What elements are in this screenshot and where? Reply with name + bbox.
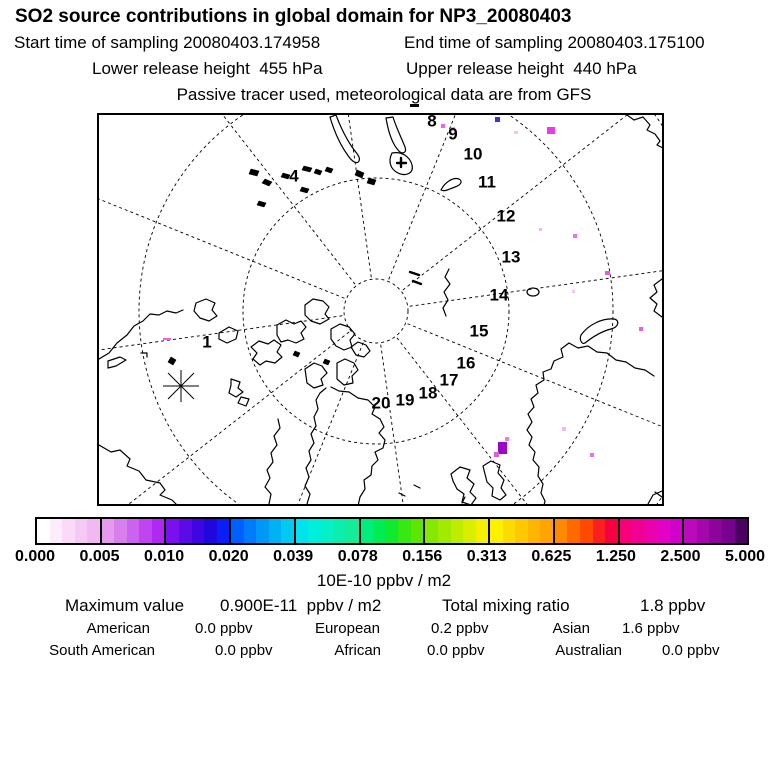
region-label-19: 19 (395, 390, 415, 410)
region-label-13: 13 (501, 247, 521, 267)
colorbar-segment (296, 519, 361, 543)
colorbar-segment (490, 519, 555, 543)
end-time-text: End time of sampling 20080403.175100 (404, 33, 705, 52)
mixing-ratio-label: Total mixing ratio (442, 596, 570, 615)
colorbar-segment (620, 519, 685, 543)
region-label-layer (99, 115, 662, 504)
region-south-american-label: South American (49, 642, 155, 659)
colorbar (35, 517, 749, 545)
region-label-15: 15 (469, 321, 489, 341)
colorbar-tick: 0.010 (144, 548, 185, 565)
colorbar-tick: 0.078 (337, 548, 378, 565)
colorbar-segment (425, 519, 490, 543)
region-african-value: 0.0 ppbv (427, 642, 485, 659)
colorbar-segment (684, 519, 747, 543)
region-label-10: 10 (463, 144, 483, 164)
colorbar-tick: 1.250 (595, 548, 636, 565)
region-label-1: 1 (202, 332, 212, 352)
lower-release-text: Lower release height 455 hPa (92, 59, 323, 78)
max-value-number: 0.900E-11 ppbv / m2 (220, 596, 382, 615)
region-american-value: 0.0 ppbv (195, 620, 253, 637)
region-label-8: 8 (427, 113, 437, 131)
colorbar-segment (231, 519, 296, 543)
polar-map (97, 113, 664, 506)
region-european-label: European (314, 620, 380, 637)
colorbar-tick: 0.039 (273, 548, 314, 565)
region-label-16: 16 (456, 353, 476, 373)
colorbar-tick: 0.156 (402, 548, 443, 565)
colorbar-tick: 0.005 (79, 548, 120, 565)
start-time-text: Start time of sampling 20080403.174958 (14, 33, 321, 52)
region-african-label: African (334, 642, 381, 659)
colorbar-tick: 2.500 (660, 548, 701, 565)
region-label-11: 11 (478, 172, 496, 192)
colorbar-tick: 0.313 (466, 548, 507, 565)
region-label-20: 20 (371, 393, 391, 413)
colorbar-tick: 5.000 (724, 548, 766, 565)
mixing-ratio-value: 1.8 ppbv (640, 596, 706, 615)
region-label-4: 4 (289, 166, 299, 186)
colorbar-tick: 0.020 (208, 548, 249, 565)
region-south-american-value: 0.0 ppbv (215, 642, 273, 659)
region-label-14: 14 (489, 285, 509, 305)
figure-title: SO2 source contributions in global domain for NP3_20080403 (15, 6, 572, 27)
region-australian-label: Australian (555, 642, 622, 659)
colorbar-segment (555, 519, 620, 543)
colorbar-segment (102, 519, 167, 543)
colorbar-ticks (14, 548, 766, 566)
region-label-9: 9 (448, 124, 458, 144)
colorbar-tick: 0.625 (531, 548, 572, 565)
region-american-label: American (86, 620, 150, 637)
colorbar-segment (361, 519, 426, 543)
region-european-value: 0.2 ppbv (431, 620, 489, 637)
region-label-12: 12 (496, 206, 516, 226)
upper-release-text: Upper release height 440 hPa (406, 59, 637, 78)
region-label-18: 18 (418, 383, 438, 403)
region-asian-label: Asian (552, 620, 590, 637)
map-top-dash (410, 104, 419, 107)
colorbar-segment (166, 519, 231, 543)
colorbar-tick: 0.000 (14, 548, 56, 565)
region-australian-value: 0.0 ppbv (662, 642, 720, 659)
colorbar-segment (37, 519, 102, 543)
colorbar-unit: 10E-10 ppbv / m2 (316, 571, 452, 590)
region-label-17: 17 (439, 370, 459, 390)
region-asian-value: 1.6 ppbv (622, 620, 680, 637)
max-value-label: Maximum value (65, 596, 185, 615)
tracer-note-text: Passive tracer used, meteorological data are from GFS (176, 85, 592, 104)
